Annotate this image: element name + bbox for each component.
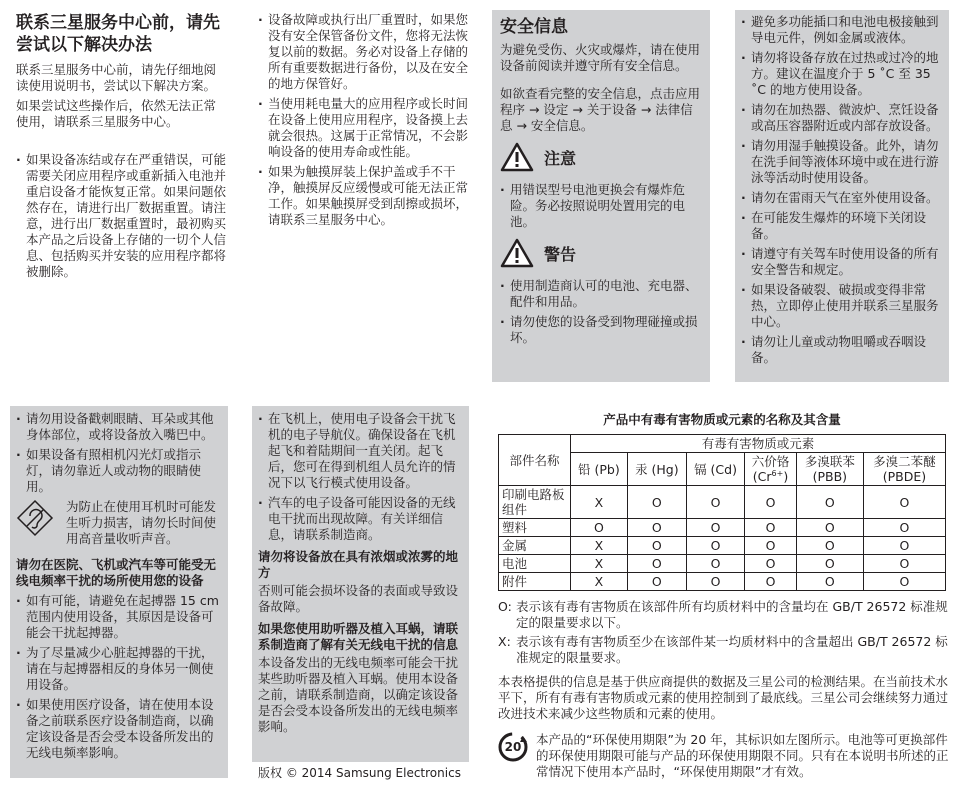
troubleshoot-intro-1: 联系三星服务中心前，请先仔细地阅读使用说明书，尝试以下解决方案。 [16, 62, 217, 93]
col-header [796, 453, 863, 486]
col-header [745, 453, 797, 486]
eco-period-row [498, 732, 950, 780]
table-cell: O [627, 486, 686, 519]
table-cell: O [796, 555, 863, 573]
warning-header [500, 238, 702, 272]
table-cell: O [627, 519, 686, 537]
panel-body-safety [10, 406, 228, 778]
table-cell: O [686, 555, 744, 573]
table-cell: X [571, 555, 628, 573]
hearing-note-text: 为防止在使用耳机时可能发生听力损害，请勿长时间使用高音量收听声音。 [66, 499, 217, 546]
troubleshoot-title: 联系三星服务中心前，请先尝试以下解决办法 [16, 13, 220, 55]
table-cell: O [627, 573, 686, 591]
col-header-close: ) [783, 469, 789, 484]
panel-safety-rules [735, 10, 949, 382]
safety-path-text: 如欲查看完整的安全信息，点击应用程序 → 设定 → 关于设备 → 法律信息 → 安全信息。 [500, 86, 701, 133]
col-header-sub: (PBB) [812, 469, 848, 484]
table-cell: O [686, 486, 744, 519]
part-name: 塑料 [499, 519, 571, 537]
list-item: · 请勿用湿手触摸设备。此外，请勿在洗手间等液体环境中或在进行游泳等活动时使用设备。 [741, 138, 943, 186]
list-item: · 如果为触摸屏装上保护盖或手不干净，触摸屏反应缓慢或可能无法正常工作。如果触摸屏受到刮擦或损坏，请联系三星服务中心。 [258, 164, 468, 228]
list-item: · 在可能发生爆炸的环境下关闭设备。 [741, 210, 943, 242]
hearing-aid-heading: 如果您使用助听器及植入耳蜗，请联系制造商了解有关无线电干扰的信息 [258, 621, 459, 652]
table-row [499, 486, 946, 519]
part-name: 附件 [499, 573, 571, 591]
note-x [498, 634, 950, 666]
table-title: 产品中有毒有害物质或元素的名称及其含量 [603, 412, 841, 427]
eco-period-number: 20 [504, 740, 522, 754]
warning-list [500, 278, 702, 346]
caution-title: 注意 [544, 149, 577, 168]
caution-list [500, 182, 702, 230]
eco-period-text: 本产品的“环保使用期限”为 20 年，其标识如左图所示。电池等可更换部件的环保使用期限可能与产品的环保使用期限不同。只有在本说明书所述的正常情况下使用本产品时，“环保使用期限”才有效。 [536, 732, 949, 779]
safety-intro: 为避免受伤、火灾或爆炸，请在使用设备前阅读并遵守所有安全信息。 [500, 42, 701, 73]
rf-safety-list [258, 411, 463, 543]
col-header: 镉 (Cd) [686, 453, 744, 486]
col-header: 汞 (Hg) [627, 453, 686, 486]
warning-triangle-icon [500, 238, 534, 272]
table-cell: O [686, 537, 744, 555]
cr-superscript: 6+ [771, 468, 784, 478]
table-row [499, 519, 946, 537]
col-header-main: 多溴二苯醚 [873, 454, 936, 469]
panel-safety-info [492, 10, 710, 382]
list-item: · 请勿将设备存放在过热或过冷的地方。建议在温度介于 5 ˚C 至 35 ˚C 的地方使用设备。 [741, 50, 943, 98]
panel-hazardous-substances [498, 412, 950, 784]
hearing-warning-icon [16, 499, 54, 541]
smoke-heading: 请勿将设备放在具有浓烟或浓雾的地方 [258, 549, 459, 580]
table-cell: O [686, 573, 744, 591]
table-cell: O [571, 519, 628, 537]
table-cell: O [745, 573, 797, 591]
table-cell: O [796, 486, 863, 519]
col-header-sub: (Cr [752, 469, 772, 484]
troubleshoot-list-2 [258, 12, 468, 228]
table-cell: O [745, 519, 797, 537]
caution-triangle-icon [500, 142, 534, 176]
table-cell: O [796, 573, 863, 591]
table-cell: O [745, 537, 797, 555]
table-cell: O [745, 555, 797, 573]
panel-troubleshoot [16, 12, 228, 362]
note-o [498, 599, 950, 631]
panel-rf-safety [252, 406, 469, 762]
table-cell: O [686, 519, 744, 537]
table-cell: X [571, 573, 628, 591]
table-cell: O [863, 519, 945, 537]
safety-rules-list [741, 14, 943, 366]
note-x-text: 表示该有毒有害物质至少在该部件某一均质材料中的含量超出 GB/T 26572 标准规定的限量要求。 [516, 634, 948, 665]
rf-heading: 请勿在医院、飞机或汽车等可能受无线电频率干扰的场所使用您的设备 [16, 557, 217, 588]
note-o-key: O: [498, 599, 512, 614]
substance-group-header: 有毒有害物质或元素 [571, 435, 946, 453]
list-item: · 请勿让儿童或动物咀嚼或吞咽设备。 [741, 334, 943, 366]
supplier-note: 本表格提供的信息是基于供应商提供的数据及三星公司的检测结果。在当前技术水平下，所有有毒有害物质或元素的使用控制到了最底线。三星公司会继续努力通过改进技术来减少这些物质和元素的使用。 [498, 674, 949, 721]
table-cell: O [796, 537, 863, 555]
table-cell: O [863, 555, 945, 573]
troubleshoot-list [16, 152, 228, 280]
table-cell: O [863, 573, 945, 591]
troubleshoot-intro-2: 如果尝试这些操作后，依然无法正常使用，请联系三星服务中心。 [16, 98, 217, 129]
list-item: · 为了尽量减少心脏起搏器的干扰，请在与起搏器相反的身体另一侧使用设备。 [16, 645, 222, 693]
table-row [499, 573, 946, 591]
eco-period-logo-icon [498, 732, 528, 762]
list-item: · 避免多功能插口和电池电极接触到导电元件，例如金属或液体。 [741, 14, 943, 46]
warning-title: 警告 [544, 245, 577, 264]
list-item: · 如果设备破裂、破损或变得非常热，立即停止使用并联系三星服务中心。 [741, 282, 943, 330]
caution-header [500, 142, 702, 176]
table-row [499, 555, 946, 573]
col-header-sub: (PBDE) [882, 469, 927, 484]
list-item: · 如果使用医疗设备，请在使用本设备之前联系医疗设备制造商，以确定该设备是否会受本设备所发出的无线电频率影响。 [16, 697, 222, 761]
copyright: 版权 © 2014 Samsung Electronics [258, 766, 461, 780]
list-item: · 请勿使您的设备受到物理碰撞或损坏。 [500, 314, 702, 346]
col-header-main: 六价铬 [751, 454, 790, 469]
table-cell: X [571, 486, 628, 519]
list-item: · 请勿在雷雨天气在室外使用设备。 [741, 190, 943, 206]
rf-list [16, 593, 222, 761]
part-name: 电池 [499, 555, 571, 573]
col-header [863, 453, 945, 486]
panel-troubleshoot-cont [258, 12, 468, 362]
hazard-table [498, 434, 946, 591]
list-item: · 在飞机上，使用电子设备会干扰飞机的电子导航仪。确保设备在飞机起飞和着陆期间一直关闭。起飞后，您可在得到机组人员允许的情况下以飞行模式使用设备。 [258, 411, 463, 491]
table-cell: O [863, 486, 945, 519]
body-safety-list [16, 411, 222, 495]
note-x-key: X: [498, 634, 511, 649]
table-cell: O [796, 519, 863, 537]
list-item: · 用错误型号电池更换会有爆炸危险。务必按照说明处置用完的电池。 [500, 182, 702, 230]
table-row [499, 537, 946, 555]
list-item: · 如有可能，请避免在起搏器 15 cm 范围内使用设备，其原因是设备可能会干扰起搏器。 [16, 593, 222, 641]
list-item: · 使用制造商认可的电池、充电器、配件和用品。 [500, 278, 702, 310]
hearing-note [16, 499, 222, 547]
list-item: · 汽车的电子设备可能因设备的无线电干扰而出现故障。有关详细信息，请联系制造商。 [258, 495, 463, 543]
smoke-text: 否则可能会损坏设备的表面或导致设备故障。 [258, 583, 459, 614]
safety-title: 安全信息 [500, 17, 568, 37]
part-name-header: 部件名称 [499, 435, 571, 486]
table-cell: O [745, 486, 797, 519]
list-item: · 如果设备冻结或存在严重错误，可能需要关闭应用程序或重新插入电池并重启设备才能恢复正常。如果问题依然存在，请进行出厂数据重置。请注意，进行出厂数据重置时，最初购买本产品之后设备上存储的一切个人信息、包括购买并安装的应用程序都将被删除。 [16, 152, 228, 280]
note-o-text: 表示该有毒有害物质在该部件所有均质材料中的含量均在 GB/T 26572 标准规定的限量要求以下。 [516, 599, 948, 630]
col-header: 铅 (Pb) [571, 453, 628, 486]
list-item: · 如果设备有照相机闪光灯或指示灯，请勿靠近人或动物的眼睛使用。 [16, 447, 222, 495]
part-name: 金属 [499, 537, 571, 555]
table-cell: O [627, 555, 686, 573]
list-item: · 请勿在加热器、微波炉、烹饪设备或高压容器附近或内部存放设备。 [741, 102, 943, 134]
list-item: · 请遵守有关驾车时使用设备的所有安全警告和规定。 [741, 246, 943, 278]
list-item: · 设备故障或执行出厂重置时，如果您没有安全保管备份文件，您将无法恢复以前的数据。务必对设备上存储的所有重要数据进行备份，以及在安全的地方保管好。 [258, 12, 468, 92]
list-item: · 请勿用设备戳刺眼睛、耳朵或其他身体部位，或将设备放入嘴巴中。 [16, 411, 222, 443]
table-cell: O [627, 537, 686, 555]
list-item: · 当使用耗电量大的应用程序或长时间在设备上使用应用程序，设备摸上去就会很热。这属于正常情况，不会影响设备的使用寿命或性能。 [258, 96, 468, 160]
table-cell: X [571, 537, 628, 555]
part-name: 印刷电路板组件 [499, 486, 571, 519]
col-header-main: 多溴联苯 [804, 454, 855, 469]
table-cell: O [863, 537, 945, 555]
hearing-aid-text: 本设备发出的无线电频率可能会干扰某些助听器及植入耳蜗。使用本设备之前，请联系制造商，以确定该设备是否会受本设备所发出的无线电频率影响。 [258, 655, 459, 734]
